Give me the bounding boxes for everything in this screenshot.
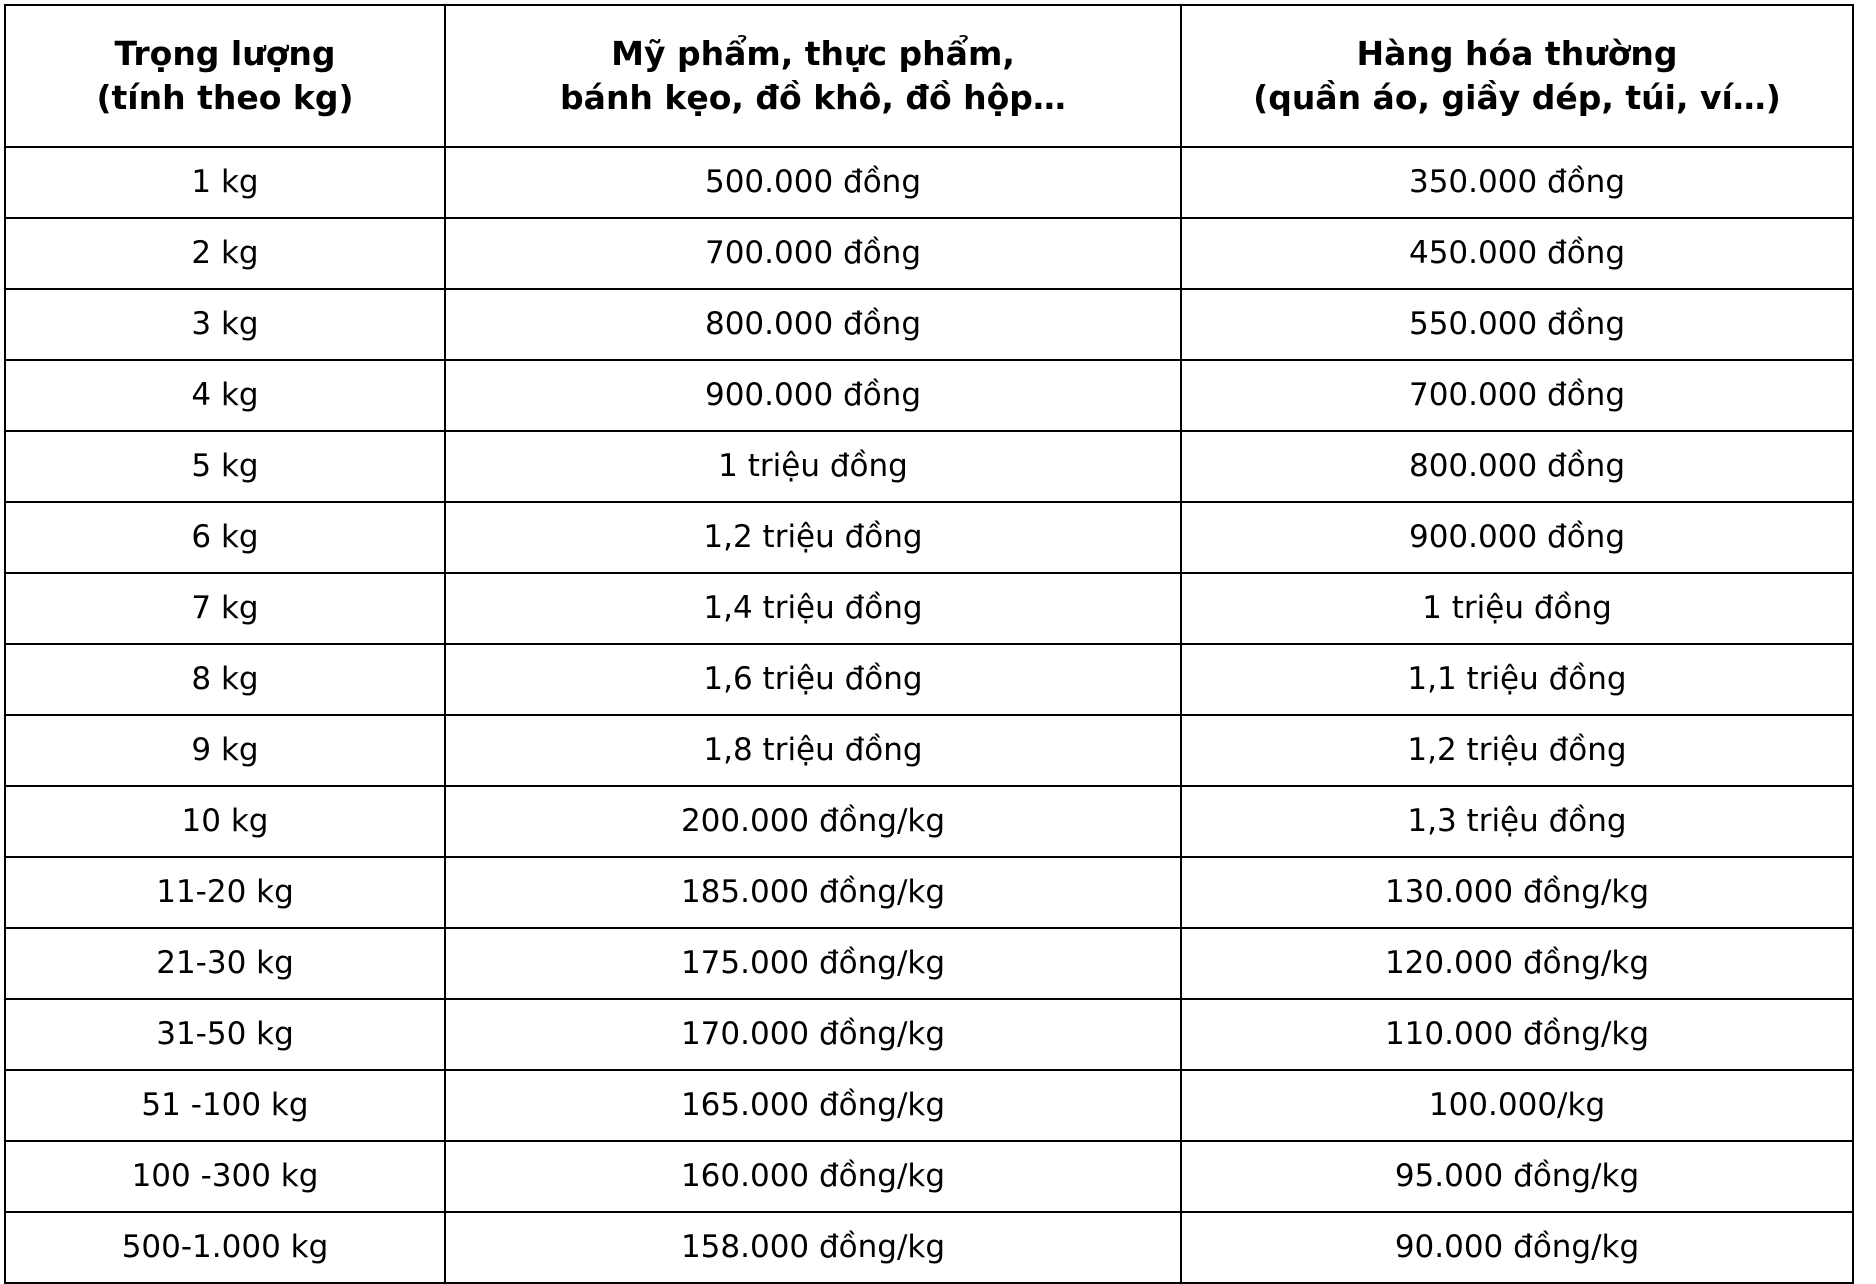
column-header-general-goods-line-2: (quần áo, giầy dép, túi, ví…) — [1253, 78, 1781, 117]
cell-general-goods-price: 350.000 đồng — [1181, 147, 1853, 218]
table-row — [5, 786, 1853, 857]
column-header-general-goods-line-1: Hàng hóa thường — [1356, 34, 1678, 74]
table-row — [5, 573, 1853, 644]
cell-cosmetics-food-price: 900.000 đồng — [445, 360, 1181, 431]
table-row — [5, 1212, 1853, 1283]
cell-general-goods-price: 450.000 đồng — [1181, 218, 1853, 289]
table-row — [5, 715, 1853, 786]
cell-weight: 500-1.000 kg — [5, 1212, 445, 1283]
cell-cosmetics-food-price: 165.000 đồng/kg — [445, 1070, 1181, 1141]
shipping-rate-table — [4, 4, 1854, 1284]
cell-weight: 100 -300 kg — [5, 1141, 445, 1212]
table-row — [5, 360, 1853, 431]
cell-cosmetics-food-price: 175.000 đồng/kg — [445, 928, 1181, 999]
cell-cosmetics-food-price: 160.000 đồng/kg — [445, 1141, 1181, 1212]
table-row — [5, 999, 1853, 1070]
table-row — [5, 928, 1853, 999]
cell-general-goods-price: 800.000 đồng — [1181, 431, 1853, 502]
table-row — [5, 644, 1853, 715]
table-row — [5, 857, 1853, 928]
cell-cosmetics-food-price: 1,8 triệu đồng — [445, 715, 1181, 786]
cell-general-goods-price: 550.000 đồng — [1181, 289, 1853, 360]
cell-weight: 11-20 kg — [5, 857, 445, 928]
table-header-row — [5, 5, 1853, 147]
cell-cosmetics-food-price: 200.000 đồng/kg — [445, 786, 1181, 857]
table-row — [5, 431, 1853, 502]
cell-general-goods-price: 95.000 đồng/kg — [1181, 1141, 1853, 1212]
column-header-weight-line-2: (tính theo kg) — [96, 78, 354, 117]
column-header-cosmetics-food-line-1: Mỹ phẩm, thực phẩm, — [611, 34, 1015, 74]
cell-weight: 51 -100 kg — [5, 1070, 445, 1141]
cell-general-goods-price: 700.000 đồng — [1181, 360, 1853, 431]
cell-weight: 4 kg — [5, 360, 445, 431]
cell-weight: 6 kg — [5, 502, 445, 573]
cell-general-goods-price: 120.000 đồng/kg — [1181, 928, 1853, 999]
cell-cosmetics-food-price: 185.000 đồng/kg — [445, 857, 1181, 928]
cell-weight: 2 kg — [5, 218, 445, 289]
cell-general-goods-price: 1 triệu đồng — [1181, 573, 1853, 644]
cell-weight: 9 kg — [5, 715, 445, 786]
cell-general-goods-price: 1,1 triệu đồng — [1181, 644, 1853, 715]
table-row — [5, 147, 1853, 218]
table-body — [5, 147, 1853, 1283]
table-row — [5, 289, 1853, 360]
cell-general-goods-price: 900.000 đồng — [1181, 502, 1853, 573]
cell-general-goods-price: 110.000 đồng/kg — [1181, 999, 1853, 1070]
table-row — [5, 502, 1853, 573]
cell-weight: 7 kg — [5, 573, 445, 644]
cell-cosmetics-food-price: 1,4 triệu đồng — [445, 573, 1181, 644]
cell-weight: 21-30 kg — [5, 928, 445, 999]
cell-weight: 1 kg — [5, 147, 445, 218]
cell-general-goods-price: 1,3 triệu đồng — [1181, 786, 1853, 857]
cell-cosmetics-food-price: 500.000 đồng — [445, 147, 1181, 218]
cell-general-goods-price: 1,2 triệu đồng — [1181, 715, 1853, 786]
column-header-weight-line-1: Trọng lượng — [114, 34, 336, 74]
cell-weight: 31-50 kg — [5, 999, 445, 1070]
cell-cosmetics-food-price: 1 triệu đồng — [445, 431, 1181, 502]
table-row — [5, 218, 1853, 289]
cell-weight: 3 kg — [5, 289, 445, 360]
table-row — [5, 1070, 1853, 1141]
cell-weight: 8 kg — [5, 644, 445, 715]
cell-general-goods-price: 90.000 đồng/kg — [1181, 1212, 1853, 1283]
cell-general-goods-price: 130.000 đồng/kg — [1181, 857, 1853, 928]
cell-general-goods-price: 100.000/kg — [1181, 1070, 1853, 1141]
column-header-cosmetics-food — [445, 5, 1181, 147]
column-header-weight — [5, 5, 445, 147]
cell-cosmetics-food-price: 800.000 đồng — [445, 289, 1181, 360]
cell-cosmetics-food-price: 1,2 triệu đồng — [445, 502, 1181, 573]
cell-weight: 5 kg — [5, 431, 445, 502]
cell-cosmetics-food-price: 700.000 đồng — [445, 218, 1181, 289]
cell-weight: 10 kg — [5, 786, 445, 857]
column-header-general-goods — [1181, 5, 1853, 147]
column-header-cosmetics-food-line-2: bánh kẹo, đồ khô, đồ hộp… — [560, 78, 1066, 117]
cell-cosmetics-food-price: 170.000 đồng/kg — [445, 999, 1181, 1070]
table-header — [5, 5, 1853, 147]
cell-cosmetics-food-price: 1,6 triệu đồng — [445, 644, 1181, 715]
table-row — [5, 1141, 1853, 1212]
cell-cosmetics-food-price: 158.000 đồng/kg — [445, 1212, 1181, 1283]
